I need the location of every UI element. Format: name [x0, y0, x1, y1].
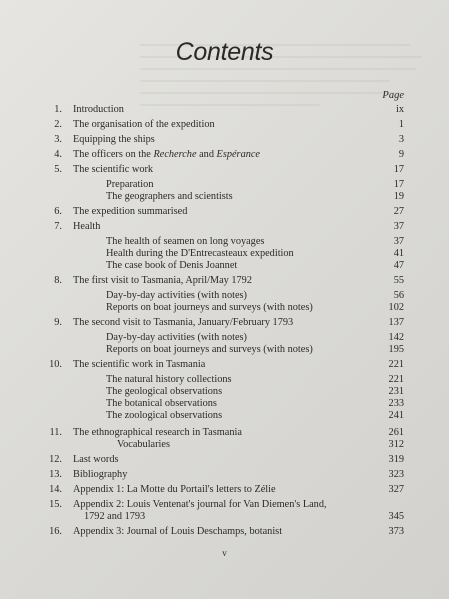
- entry-label: Appendix 2: Louis Ventenat's journal for Van Diemen's Land,: [73, 499, 327, 510]
- page-number: v: [222, 548, 227, 558]
- entry-label: The ethnographical research in Tasmania: [73, 427, 242, 438]
- entry-label: The zoological observations: [106, 410, 223, 421]
- entry-label: Preparation: [106, 179, 154, 190]
- entry-number: 1.: [54, 104, 62, 115]
- entry-page: 319: [388, 454, 404, 465]
- entry-page: 261: [388, 427, 404, 438]
- entry-label: Vocabularies: [117, 439, 170, 450]
- entry-label: Equipping the ships: [73, 134, 155, 145]
- entry-label: Appendix 3: Journal of Louis Deschamps, botanist: [73, 526, 283, 537]
- entry-number: 10.: [49, 359, 62, 370]
- entry-label: The natural history collections: [106, 374, 232, 385]
- entry-page: 19: [393, 191, 404, 202]
- entry-page: 9: [398, 149, 404, 160]
- entry-number: 3.: [54, 134, 62, 145]
- entry-label: Day-by-day activities (with notes): [106, 290, 247, 301]
- entry-label: The organisation of the expedition: [73, 119, 215, 130]
- entry-label: Appendix 1: La Motte du Portail's letters to Zélie: [73, 484, 276, 495]
- entry-label: The health of seamen on long voyages: [106, 236, 265, 247]
- entry-label: The botanical observations: [106, 398, 217, 409]
- entry-label: The scientific work in Tasmania: [73, 359, 206, 370]
- entry-number: 8.: [54, 275, 62, 286]
- entry-label: The geological observations: [106, 386, 223, 397]
- entry-page: 327: [388, 484, 404, 495]
- entry-page: 345: [388, 511, 404, 522]
- entry-number: 12.: [49, 454, 62, 465]
- entry-page: 231: [388, 386, 404, 397]
- entry-page: 221: [388, 359, 404, 370]
- entry-label: Health during the D'Entrecasteaux expedition: [106, 248, 294, 259]
- entry-page: 37: [393, 221, 404, 232]
- entry-page: 17: [393, 179, 404, 190]
- entry-label: Reports on boat journeys and surveys (with notes): [106, 344, 313, 355]
- entry-page: 37: [393, 236, 404, 247]
- entry-page: 142: [388, 332, 404, 343]
- entry-page: 137: [388, 317, 404, 328]
- entry-page: 55: [393, 275, 404, 286]
- page-column-header: Page: [382, 90, 404, 101]
- entry-page: 102: [388, 302, 404, 313]
- entry-label: The case book of Denis Joannet: [106, 260, 238, 271]
- page-title: Contents: [175, 38, 274, 66]
- entry-page: 56: [393, 290, 404, 301]
- entry-page: 241: [388, 410, 404, 421]
- entry-number: 16.: [49, 526, 62, 537]
- entry-number: 4.: [54, 149, 62, 160]
- entry-page: 373: [388, 526, 404, 537]
- entry-page: 1: [398, 119, 404, 130]
- entry-page: 312: [388, 439, 404, 450]
- entry-label: Last words: [73, 454, 119, 465]
- entry-label: The geographers and scientists: [106, 191, 233, 202]
- entry-page: 323: [388, 469, 404, 480]
- entry-number: 5.: [54, 164, 62, 175]
- entry-label: 1792 and 1793: [84, 511, 146, 522]
- entry-page: 17: [393, 164, 404, 175]
- entry-number: 2.: [54, 119, 62, 130]
- entry-page: 41: [393, 248, 404, 259]
- entry-label: The first visit to Tasmania, April/May 1792: [73, 275, 252, 286]
- entry-page: ix: [395, 104, 404, 115]
- entry-page: 221: [388, 374, 404, 385]
- entry-number: 15.: [49, 499, 62, 510]
- entry-label: The second visit to Tasmania, January/February 1793: [73, 317, 294, 328]
- entry-page: 233: [388, 398, 404, 409]
- entry-page: 195: [388, 344, 404, 355]
- entry-label: Reports on boat journeys and surveys (with notes): [106, 302, 313, 313]
- entry-label: Bibliography: [73, 469, 128, 480]
- entry-label: The scientific work: [73, 164, 154, 175]
- entry-number: 14.: [49, 484, 62, 495]
- entry-label: Day-by-day activities (with notes): [106, 332, 247, 343]
- entry-number: 7.: [54, 221, 62, 232]
- entry-number: 13.: [49, 469, 62, 480]
- entry-number: 9.: [54, 317, 62, 328]
- entry-label: The officers on the Recherche and Espérance: [73, 149, 261, 160]
- entry-page: 3: [398, 134, 404, 145]
- entry-label: Health: [73, 221, 101, 232]
- entry-number: 11.: [49, 427, 62, 438]
- entry-label: Introduction: [73, 104, 124, 115]
- entry-page: 27: [393, 206, 404, 217]
- entry-page: 47: [393, 260, 404, 271]
- entry-label: The expedition summarised: [73, 206, 188, 217]
- entry-number: 6.: [54, 206, 62, 217]
